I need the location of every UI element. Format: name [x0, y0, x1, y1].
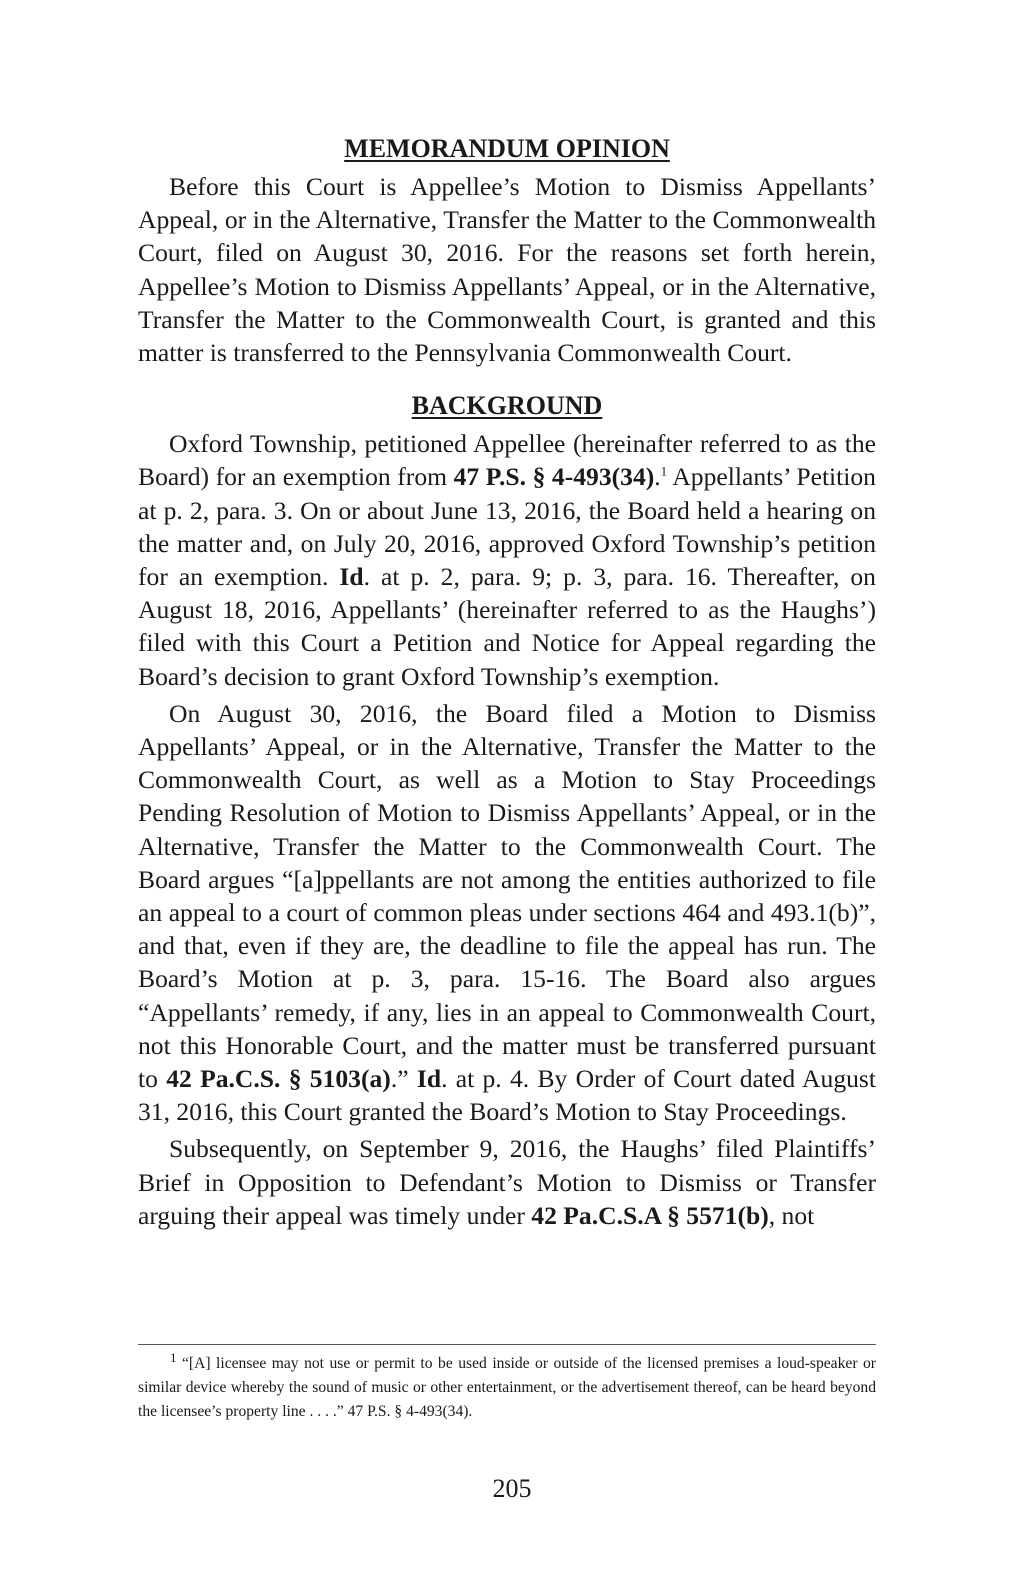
- id-citation: Id: [339, 562, 364, 592]
- footnote-text: “[A] licensee may not use or permit to be used inside or outside of the licensed premises a loud-speaker or similar device whereby the sound of music or other entertainment, or the advertisement thereof, can be heard beyond the licensee’s property line . . . .” 47 P.S. § 4-493(34).: [138, 1355, 876, 1420]
- heading-background-text: BACKGROUND: [411, 391, 603, 421]
- text-segment: .”: [390, 1064, 417, 1094]
- footnote-1: [138, 1349, 876, 1424]
- text-segment: Oxford Township, petitioned Appellee (hereinafter referred to as the Board) for an exemption from: [138, 429, 876, 492]
- text-segment: , not: [768, 1200, 815, 1230]
- paragraph-background-1: [138, 427, 876, 693]
- text-segment: .: [654, 462, 661, 492]
- text-segment: . at p. 2, para. 9; p. 3, para. 16. Thereafter, on August 18, 2016, Appellants’ (hereinafter referred to as the Haughs’) filed with this Court a Petition and Notice for Appeal regarding the Board’s decision to grant Oxford Township’s exemption.: [138, 562, 876, 691]
- heading-memorandum-opinion-text: MEMORANDUM OPINION: [344, 134, 670, 163]
- id-citation: Id: [416, 1064, 442, 1094]
- text-segment: On August 30, 2016, the Board filed a Motion to Dismiss Appellants’ Appeal, or in the Alternative, Transfer the Matter to the Commonwealth Court, as well as a Motion to Stay Proceedings Pending Resolution of Motion to Dismiss Appellants’ Appeal, or in the Alternative, Transfer the Matter to the Commonwealth Court. The Board argues “[a]ppellants are not among the entities authorized to file an appeal to a court of common pleas under sections 464 and 493.1(b)”, and that, even if they are, the deadline to file the appeal has run. The Board’s Motion at p. 3, para. 15-16. The Board also argues “Appellants’ remedy, if any, lies in an appeal to Commonwealth Court, not this Honorable Court, and the matter must be transferred pursuant to: [138, 698, 876, 1094]
- statute-citation: 47 P.S. § 4-493(34): [453, 462, 655, 492]
- footnote-marker: 1: [170, 1349, 177, 1365]
- paragraph-introduction-text: Before this Court is Appellee’s Motion to Dismiss Appellants’ Appeal, or in the Alternative, Transfer the Matter to the Commonwealth Court, filed on August 30, 2016. For the reasons set forth herein, Appellee’s Motion to Dismiss Appellants’ Appeal, or in the Alternative, Transfer the Matter to the Commonwealth Court, is granted and this matter is transferred to the Pennsylvania Commonwealth Court.: [138, 172, 876, 368]
- document-body: [138, 132, 876, 1232]
- text-segment: . at p. 4. By Order of Court dated August 31, 2016, this Court granted the Board’s Motion to Stay Proceedings.: [138, 1064, 876, 1127]
- paragraph-background-2: [138, 697, 876, 1129]
- statute-citation: 42 Pa.C.S. § 5103(a): [166, 1064, 391, 1094]
- paragraph-background-3: [138, 1132, 876, 1232]
- text-segment: Subsequently, on September 9, 2016, the Haughs’ filed Plaintiffs’ Brief in Opposition to Defendant’s Motion to Dismiss or Transfer arguing their appeal was timely under: [138, 1134, 876, 1230]
- paragraph-introduction: [138, 170, 876, 369]
- text-segment: Appellants’ Petition at p. 2, para. 3. On or about June 13, 2016, the Board held a hearing on the matter and, on July 20, 2016, approved Oxford Township’s petition for an exemption.: [138, 462, 876, 592]
- footnote-reference: 1: [660, 463, 668, 479]
- heading-memorandum-opinion: [138, 132, 876, 166]
- page-number: 205: [492, 1474, 532, 1503]
- statute-citation: 42 Pa.C.S.A § 5571(b): [531, 1200, 769, 1230]
- footnote-divider: [138, 1344, 876, 1345]
- heading-background: [138, 389, 876, 423]
